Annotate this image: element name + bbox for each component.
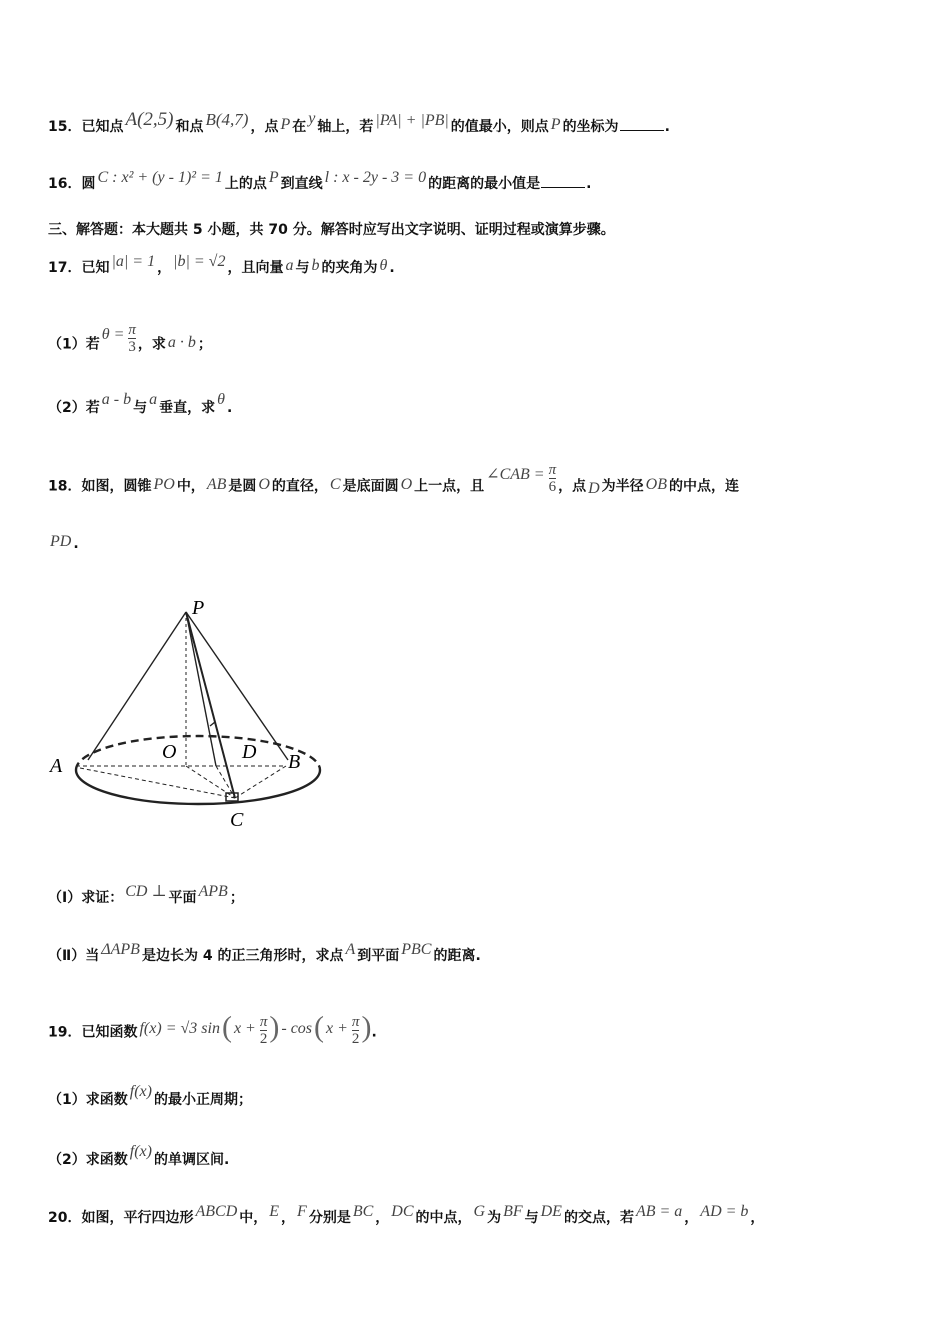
question-15: 15．已知点 A(2,5) 和点 B(4,7) ，点 P 在 y 轴上，若 |PA| + |PB| 的值最小，则点 P 的坐标为 . [48,109,670,135]
question-18: 18．如图，圆锥 PO 中， AB 是圆 O 的直径， C 是底面圆 O 上一点，且∠CAB = $\frac{\pi}{6}$ ，点 D 为半径 OB 的中点，连 [48,462,739,497]
math-point-a: A(2,5) [125,109,174,130]
q16-number: 16． [48,176,82,192]
question-16: 16．圆 C : x² + (y - 1)² = 1 上的点 P 到直线 l : x - 2y - 3 = 0 的距离的最小值是 . [48,169,592,192]
question-20: 20．如图，平行四边形 ABCD 中， E ， F 分别是 BC ， DC 的中点， G 为 BF 与 DE 的交点，若 AB = a ， AD = b ， [48,1203,765,1226]
question-19: 19．已知函数 f(x) = √3 sin( x + $\frac{\pi}{2}$ ) - cos( x + $\frac{\pi}{2}$ ). [48,1010,377,1047]
fraction-pi-2-b: $\frac{\pi}{2}$ [351,1014,360,1047]
fraction-pi-3: $\frac{\pi}{3}$ [128,322,136,355]
label-c: C [230,809,244,831]
q17-part-1: （1）若θ = $\frac{\pi}{3}$ ，求 a · b ； [48,322,212,355]
label-d: D [242,741,257,763]
math-sum-distance: |PA| + |PB| [375,112,449,129]
line-pd [186,612,216,766]
q15-number: 15． [48,119,82,135]
math-dot-product: a · b [167,333,196,351]
section-heading: 三、解答题：本大题共 5 小题，共 70 分。解答时应写出文字说明、证明过程或演算步骤。 [48,222,615,238]
label-o: O [162,741,177,763]
q18-part-2: （Ⅱ）当 ΔAPB 是边长为 4 的正三角形时，求点 A 到平面 PBC 的距离. [48,941,481,964]
q18-number: 18． [48,478,82,495]
q17-part-2: （2）若 a - b 与 a 垂直，求 θ . [48,391,233,416]
question-17: 17．已知 |a| = 1 ， |b| = √2 ，且向量 a 与 b 的夹角为 θ . [48,253,395,276]
answer-blank [620,130,664,131]
q19-part-1: （1）求函数 f(x) 的最小正周期； [48,1083,252,1108]
q19-number: 19． [48,1024,82,1041]
cone-figure [40,590,330,840]
answer-blank [541,187,585,188]
q18-part-1: （Ⅰ）求证： CD ⊥ 平面 APB ； [48,883,244,906]
label-p: P [192,597,205,619]
math-line-l: l : x - 2y - 3 = 0 [324,169,427,186]
question-18-cont: PD . [50,533,79,552]
q17-number: 17． [48,260,82,276]
fraction-pi-2: $\frac{\pi}{2}$ [259,1014,268,1047]
line-pc [186,612,235,798]
math-function: f(x) = √3 sin [139,1019,220,1037]
label-a: A [50,755,63,777]
math-circle-c: C : x² + (y - 1)² = 1 [97,169,223,186]
math-point-b: B(4,7) [205,110,249,129]
q19-part-2: （2）求函数 f(x) 的单调区间. [48,1143,230,1168]
fraction-pi-6: $\frac{\pi}{6}$ [548,462,557,495]
line-bc [235,766,286,798]
label-b: B [288,751,301,773]
q20-number: 20． [48,1210,82,1226]
